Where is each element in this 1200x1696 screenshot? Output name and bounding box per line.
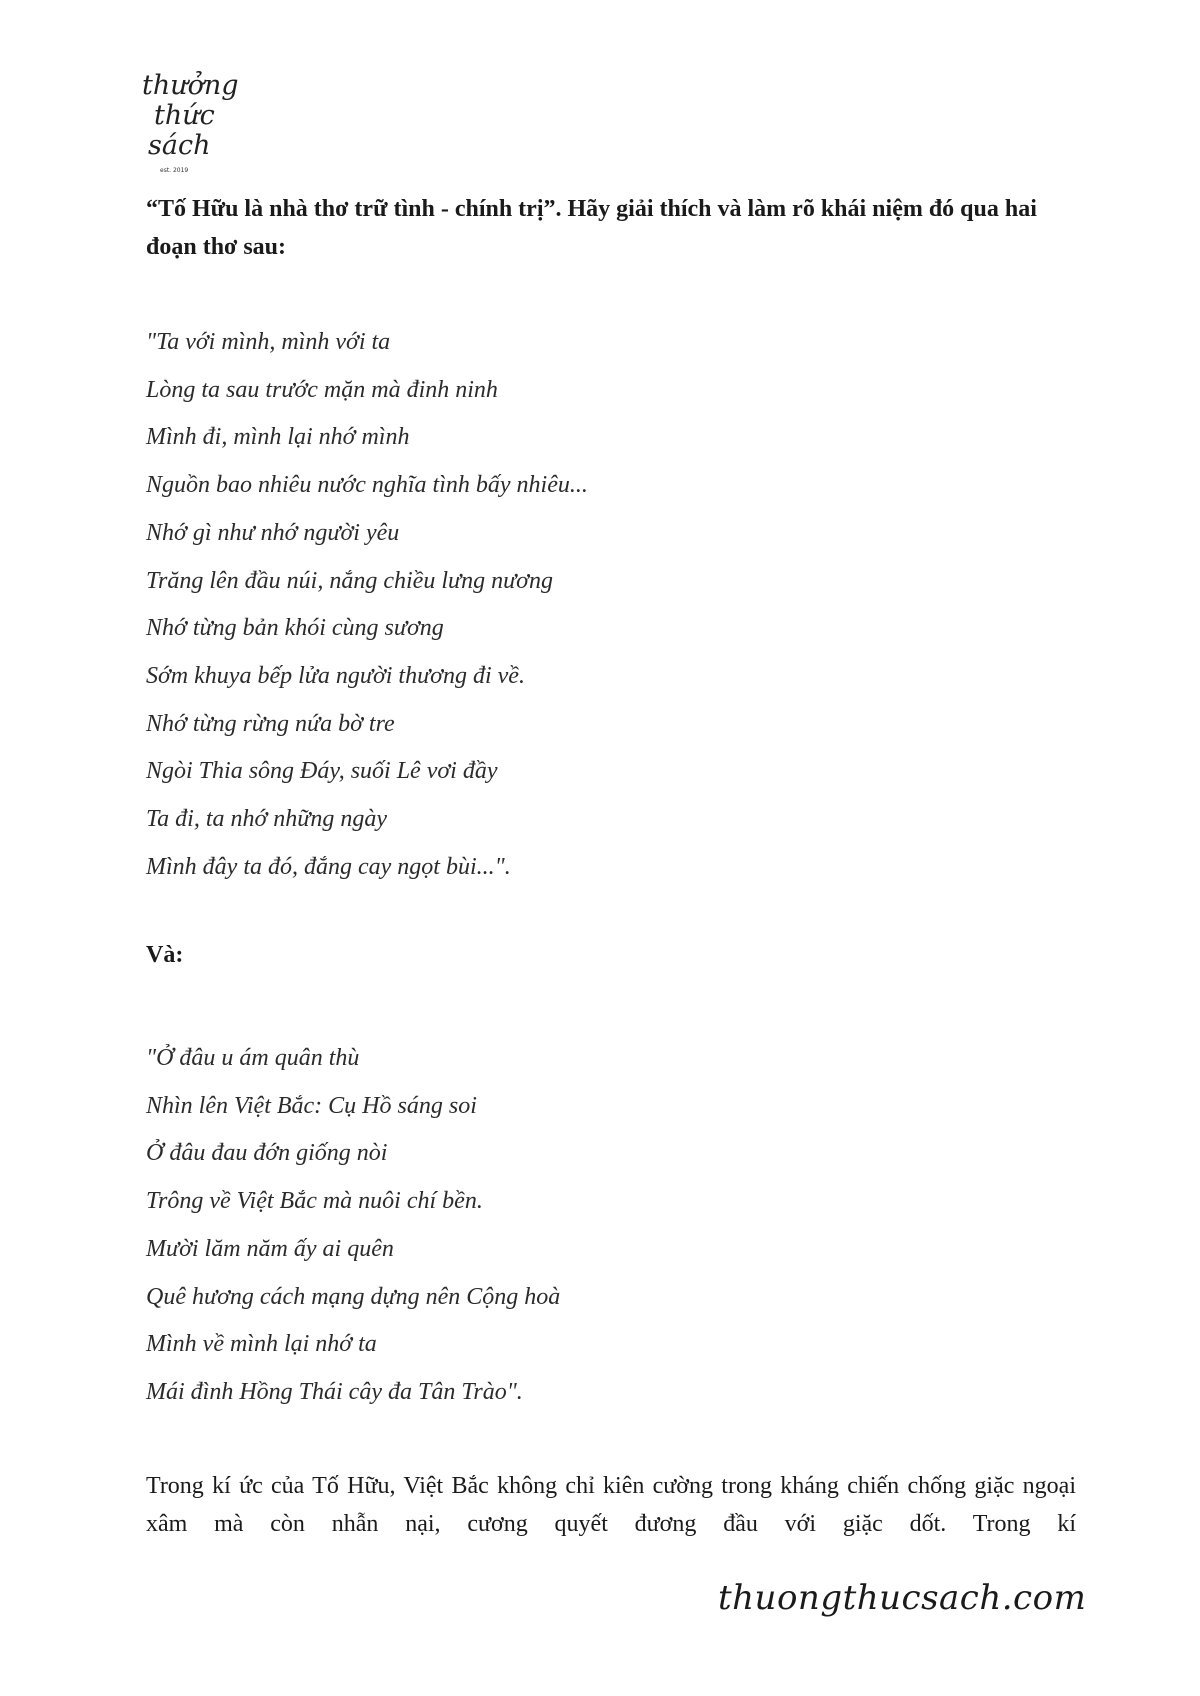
footer-watermark: thuongthucsach.com xyxy=(718,1578,1087,1618)
poem-line: Ngòi Thia sông Đáy, suối Lê vơi đầy xyxy=(146,758,498,785)
poem-line: Lòng ta sau trước mặn mà đinh ninh xyxy=(146,376,498,403)
logo-line-2: thức xyxy=(154,100,215,131)
poem-line: Sớm khuya bếp lửa người thương đi về. xyxy=(146,662,525,689)
poem-line: Nhìn lên Việt Bắc: Cụ Hồ sáng soi xyxy=(146,1092,477,1119)
poem-line: Trăng lên đầu núi, nắng chiều lưng nương xyxy=(146,567,553,594)
and-label: Và: xyxy=(146,942,184,968)
question-heading: “Tố Hữu là nhà thơ trữ tình - chính trị”. Hãy giải thích và làm rõ khái niệm đó qua hai đoạn thơ sau: xyxy=(146,196,1037,260)
poem-line: Nhớ từng bản khói cùng sương xyxy=(146,615,444,642)
poem-line: Mình đi, mình lại nhớ mình xyxy=(146,424,410,451)
logo-line-3: sách xyxy=(148,130,211,161)
poem-line: Mười lăm năm ấy ai quên xyxy=(146,1235,394,1262)
poem-line: Nguồn bao nhiêu nước nghĩa tình bấy nhiêu... xyxy=(146,472,588,499)
poem-excerpt-2 xyxy=(146,1035,560,1417)
poem-line: "Ở đâu u ám quân thù xyxy=(146,1045,360,1071)
brand-logo xyxy=(140,68,280,178)
poem-line: Ở đâu đau đớn giống nòi xyxy=(146,1140,388,1167)
poem-line: Quê hương cách mạng dựng nên Cộng hoà xyxy=(146,1283,561,1310)
logo-line-1: thưởng xyxy=(142,70,239,101)
poem-line: Nhớ từng rừng nứa bờ tre xyxy=(146,710,395,737)
body-paragraph: Trong kí ức của Tố Hữu, Việt Bắc không chỉ kiên cường trong kháng chiến chống giặc ngoại xâm mà còn nhẫn nại, cương quyết đương đầu với giặc dốt. Trong kí xyxy=(146,1473,1076,1537)
poem-line: Mình về mình lại nhớ ta xyxy=(146,1331,377,1358)
poem-line: Mái đình Hồng Thái cây đa Tân Trào". xyxy=(146,1378,523,1405)
poem-line: Ta đi, ta nhớ những ngày xyxy=(146,806,388,833)
poem-line: Trông về Việt Bắc mà nuôi chí bền. xyxy=(146,1188,483,1215)
poem-line: "Ta với mình, mình với ta xyxy=(146,329,391,355)
poem-excerpt-1 xyxy=(146,319,588,891)
poem-line: Nhớ gì như nhớ người yêu xyxy=(146,519,400,546)
poem-line: Mình đây ta đó, đắng cay ngọt bùi...". xyxy=(146,853,511,880)
logo-tagline: est. 2019 xyxy=(160,167,189,174)
